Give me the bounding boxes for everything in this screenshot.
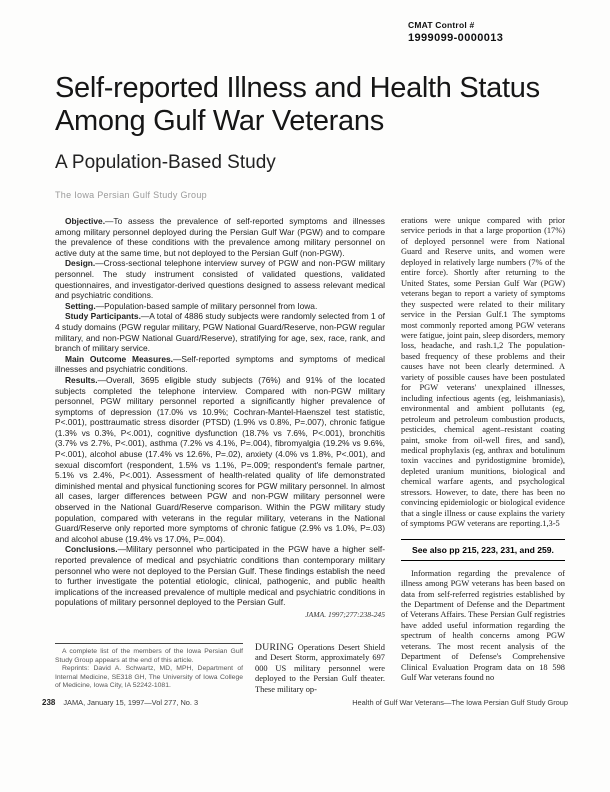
intro-lead-in: DURING <box>255 641 295 653</box>
page-number: 238 <box>42 698 56 707</box>
abstract-paragraph-objective <box>55 216 385 258</box>
title-line-1: Self-reported Illness and Health Status <box>55 72 540 104</box>
article-byline: The Iowa Persian Gulf Study Group <box>55 190 207 200</box>
left-column <box>55 216 385 695</box>
footnote-line-membership: A complete list of the members of the Iowa Persian Gulf Study Group appears at the end of this article. <box>55 647 243 664</box>
control-number-value: 1999099-0000013 <box>408 32 504 44</box>
see-also-box: See also pp 215, 223, 231, and 259. <box>401 539 565 561</box>
prevalence-paragraph: Information regarding the prevalence of illness among PGW veterans has been based on data from self-referred registries established by the Department of Defense and the Department of Veterans Affairs. These Persian Gulf registries have added useful information regarding the spectrum of health concerns among PGW veterans. The most recent analysis of the Department of Defense's Comprehensive Clinical Evaluation Program data on 18 598 Gulf War veterans found no <box>401 568 565 683</box>
abstract-text: —Population-based sample of military personnel from Iowa. <box>95 300 318 311</box>
article-subtitle: A Population-Based Study <box>55 152 276 173</box>
abstract-label: Results. <box>65 374 98 385</box>
journal-citation: JAMA. 1997;277:238-245 <box>305 609 385 619</box>
footer-left <box>42 698 198 707</box>
abstract-label: Main Outcome Measures. <box>65 353 173 364</box>
abstract-text: —Military personnel who participated in the PGW have a higher self-reported prevalence of medical and psychiatric conditions than contemporary military personnel who were not deployed to the Persian Gulf. These findings establish the need to further investigate the potential etiologic, clinical, pathogenic, and public health implications of the increased prevalence of multiple medical and psychiatric conditions in populations of military personnel deployed to the Persian Gulf. <box>55 544 385 608</box>
abstract-text: —Self-reported symptoms and symptoms of medical illnesses and psychiatric conditions. <box>55 353 385 375</box>
intro-paragraph <box>255 643 385 695</box>
abstract-label: Conclusions. <box>65 544 118 555</box>
right-column <box>401 216 565 695</box>
left-bottom-row <box>55 643 385 695</box>
abstract-text: —Cross-sectional telephone interview survey of PGW and non-PGW military personnel. The study instrument consisted of validated questions, validated questionnaires, and investigator-derived questions designed to assess relevant medical and psychiatric conditions. <box>55 258 385 301</box>
abstract-text: —A total of 4886 study subjects were randomly selected from 1 of 4 study domains (PGW regular military, PGW National Guard/Reserve, non-PGW regular military, and non-PGW National Guard/Reserve), stratifying for age, sex, race, rank, and branch of military service. <box>55 311 386 354</box>
abstract-paragraph-results <box>55 375 385 545</box>
footnote-line-reprints: Reprints: David A. Schwartz, MD, MPH, Department of Internal Medicine, SE318 GH, The University of Iowa College of Medicine, Iowa City, IA 52242-1081. <box>55 665 243 690</box>
control-number-label: CMAT Control # <box>408 20 475 30</box>
abstract-label: Setting. <box>65 300 96 311</box>
intro-continuation-paragraph: erations were unique compared with prior service periods in that a large proportion (17%) of deployed personnel were from National Guard and Reserve units, and women were deployed in relatively large numbers (7% of the entire force). Shortly after returning to the United States, some Persian Gulf War (PGW) veterans began to report a variety of symptoms they suspected were related to their military service in the Persian Gulf.1 The symptoms most commonly reported among PGW veterans were fatigue, joint pain, sleep disorders, memory loss, headache, and rash.1,2 The population-based frequency of these problems and their causes have not been clearly determined. A variety of possible causes have been postulated for PGW veterans' unexplained illnesses, including infectious agents (eg, leishmaniasis), environmental and ambient pollutants (eg, petroleum and petroleum combustion products, pesticides, chemical agent–resistant coating paint, smoke from oil-well fires, and sand), medical prophylaxis (eg, anthrax and botulinum toxin vaccines and pyridostigmine bromide), depleted uranium munitions, biological and chemical warfare agents, and psychological stressors. However, to date, there has been no convincing epidemiologic or biological evidence that a single illness or cause explains the variety of symptoms PGW veterans are reporting.1,3-5 <box>401 216 565 529</box>
abstract-label: Study Participants. <box>65 311 141 322</box>
footer-journal-info: JAMA, January 15, 1997—Vol 277, No. 3 <box>63 698 199 707</box>
author-footnote <box>55 643 243 695</box>
abstract-label: Design. <box>65 258 96 269</box>
abstract-label: Objective. <box>65 216 106 226</box>
intro-text: Operations Desert Shield and Desert Storm, approximately 697 000 US military personnel were deployed to the Persian Gulf theater. These military op- <box>255 642 385 694</box>
abstract-text: —Overall, 3695 eligible study subjects (76%) and 91% of the located subjects completed the telephone interview. Compared with non-PGW military personnel, PGW military personnel reported a significantly higher prevalence of symptoms of depression (17.0% vs 10.9%; Cochran-Mantel-Haenszel test statistic, P<.001), posttraumatic stress disorder (PTSD) (1.9% vs 0.8%, P=.007), chronic fatigue (1.3% vs 0.3%, P<.001), cognitive dysfunction (18.7% vs 7.6%, P<.001), bronchitis (3.7% vs 2.7%, P<.001), asthma (7.2% vs 4.1%, P=.004), fibromyalgia (19.2% vs 9.6%, P<.001), alcohol abuse (17.4% vs 12.6%, P=.02), anxiety (4.0% vs 1.8%, P<.001), and sexual discomfort (respondent, 1.5% vs 1.1%, P=.009; respondent's female partner, 5.1% vs 2.4%, P<.001). Assessment of health-related quality of life demonstrated diminished mental and physical functioning scores for PGW military personnel. In almost all cases, larger differences between PGW and non-PGW military personnel were observed in the National Guard/Reserve comparison. Within the PGW military study population, compared with veterans in the regular military, veterans in the National Guard/Reserve only reported more symptoms of chronic fatigue (2.9% vs 1.0%, P=.03) and alcohol abuse (19.4% vs 17.0%, P=.004). <box>55 374 385 544</box>
page-title <box>55 72 565 138</box>
abstract-paragraph-measures <box>55 354 385 375</box>
abstract-paragraph-participants <box>55 311 385 353</box>
abstract-paragraph-setting <box>55 301 385 312</box>
title-line-2: Among Gulf War Veterans <box>55 105 384 137</box>
footer-running-title: Health of Gulf War Veterans—The Iowa Persian Gulf Study Group <box>352 698 568 707</box>
abstract-paragraph-conclusions <box>55 544 385 608</box>
page-footer <box>42 698 568 707</box>
control-number-block <box>408 20 568 44</box>
main-content <box>0 200 610 695</box>
abstract-text: —To assess the prevalence of self-reported symptoms and illnesses among military personnel deployed during the Persian Gulf War (PGW) and to compare the prevalence of these conditions with the prevalence among military personnel on active duty at the same time, but not deployed to the Persian Gulf (non-PGW). <box>55 216 385 258</box>
abstract <box>55 216 385 619</box>
abstract-paragraph-design <box>55 258 385 300</box>
